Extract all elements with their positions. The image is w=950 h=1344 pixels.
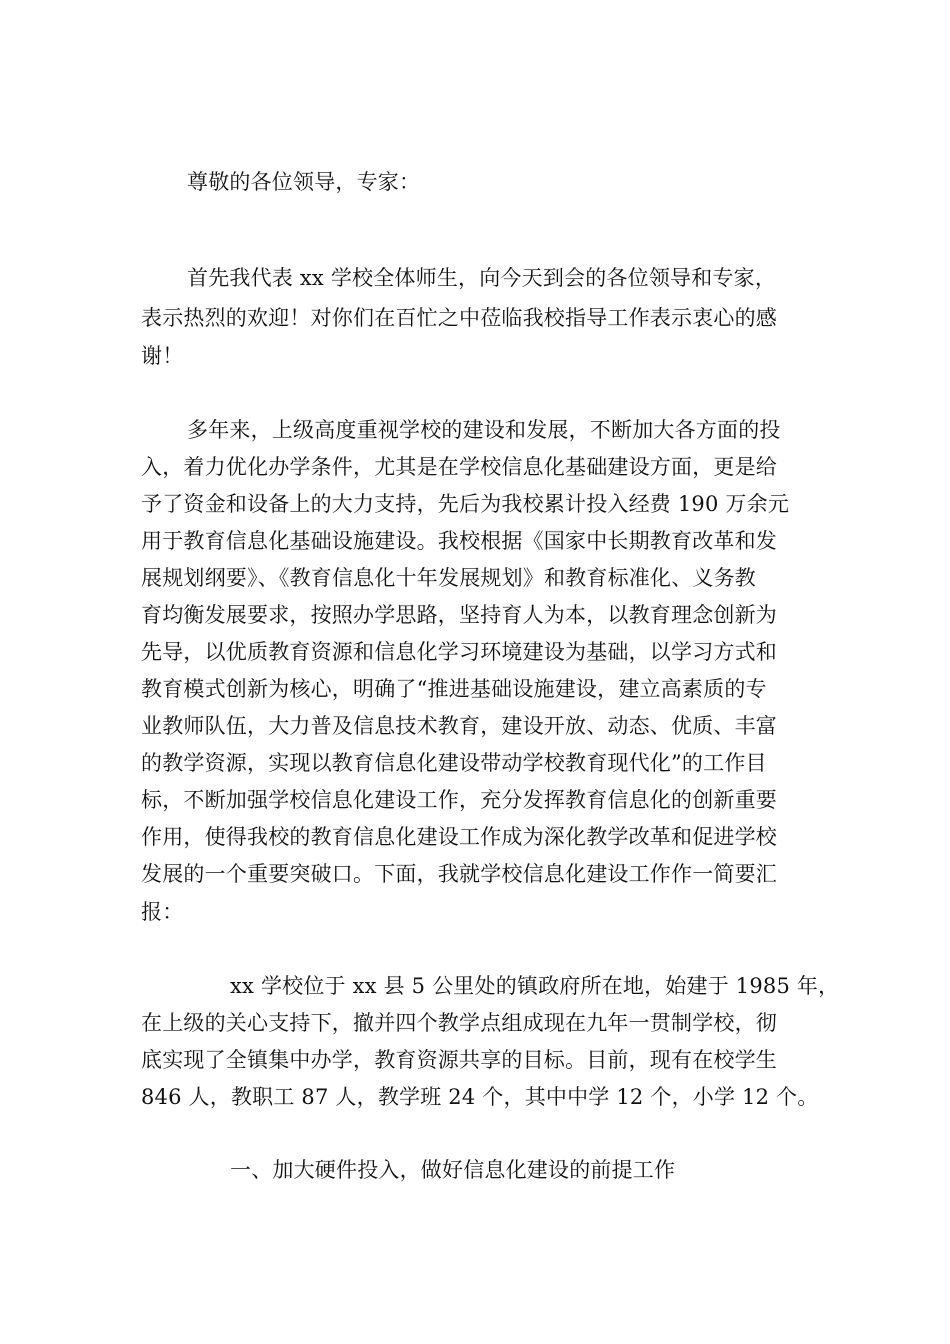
para1-line-3: 谢！ (141, 344, 184, 368)
para2-line-1: 多年来，上级高度重视学校的建设和发展，不断加大各方面的投 (187, 418, 781, 442)
para2-line-12: 作用，使得我校的教育信息化建设工作成为深化教学改革和促进学校 (141, 825, 777, 849)
section-heading-1: 一、加大硬件投入，做好信息化建设的前提工作 (230, 1158, 676, 1182)
para2-line-7: 先导，以优质教育资源和信息化学习环境建设为基础，以学习方式和 (141, 640, 777, 664)
para1-line-2: 表示热烈的欢迎！对你们在百忙之中莅临我校指导工作表示衷心的感 (141, 306, 777, 330)
para2-line-13: 发展的一个重要突破口。下面，我就学校信息化建设工作作一简要汇 (141, 862, 777, 886)
para2-line-9: 业教师队伍，大力普及信息技术教育，建设开放、动态、优质、丰富 (141, 714, 777, 738)
para2-line-11: 标，不断加强学校信息化建设工作，充分发挥教育信息化的创新重要 (141, 788, 777, 812)
para3-line-3: 底实现了全镇集中办学，教育资源共享的目标。目前，现有在校学生 (141, 1048, 777, 1072)
para2-line-8: 教育模式创新为核心，明确了“推进基础设施建设，建立高素质的专 (141, 677, 767, 701)
para2-line-5: 展规划纲要》、《教育信息化十年发展规划》和教育标准化、义务教 (141, 566, 756, 590)
para2-line-14: 报： (141, 900, 184, 924)
para3-line-2: 在上级的关心支持下，撤并四个教学点组成现在九年一贯制学校，彻 (141, 1011, 777, 1035)
para2-line-3: 予了资金和设备上的大力支持，先后为我校累计投入经费 190 万余元 (141, 492, 790, 516)
greeting-line: 尊敬的各位领导，专家： (187, 170, 421, 194)
para1-line-1: 首先我代表 xx 学校全体师生，向今天到会的各位领导和专家， (187, 266, 777, 290)
para2-line-6: 育均衡发展要求，按照办学思路，坚持育人为本，以教育理念创新为 (141, 603, 777, 627)
para3-line-4: 846 人，教职工 87 人，教学班 24 个，其中中学 12 个，小学 12 个。 (141, 1085, 819, 1109)
para2-line-2: 入，着力优化办学条件，尤其是在学校信息化基础建设方面，更是给 (141, 455, 777, 479)
para3-line-1: xx 学校位于 xx 县 5 公里处的镇政府所在地，始建于 1985 年， (230, 974, 840, 998)
para2-line-10: 的教学资源，实现以教育信息化建设带动学校教育现代化”的工作目 (141, 751, 767, 775)
para2-line-4: 用于教育信息化基础设施建设。我校根据《国家中长期教育改革和发 (141, 529, 777, 553)
